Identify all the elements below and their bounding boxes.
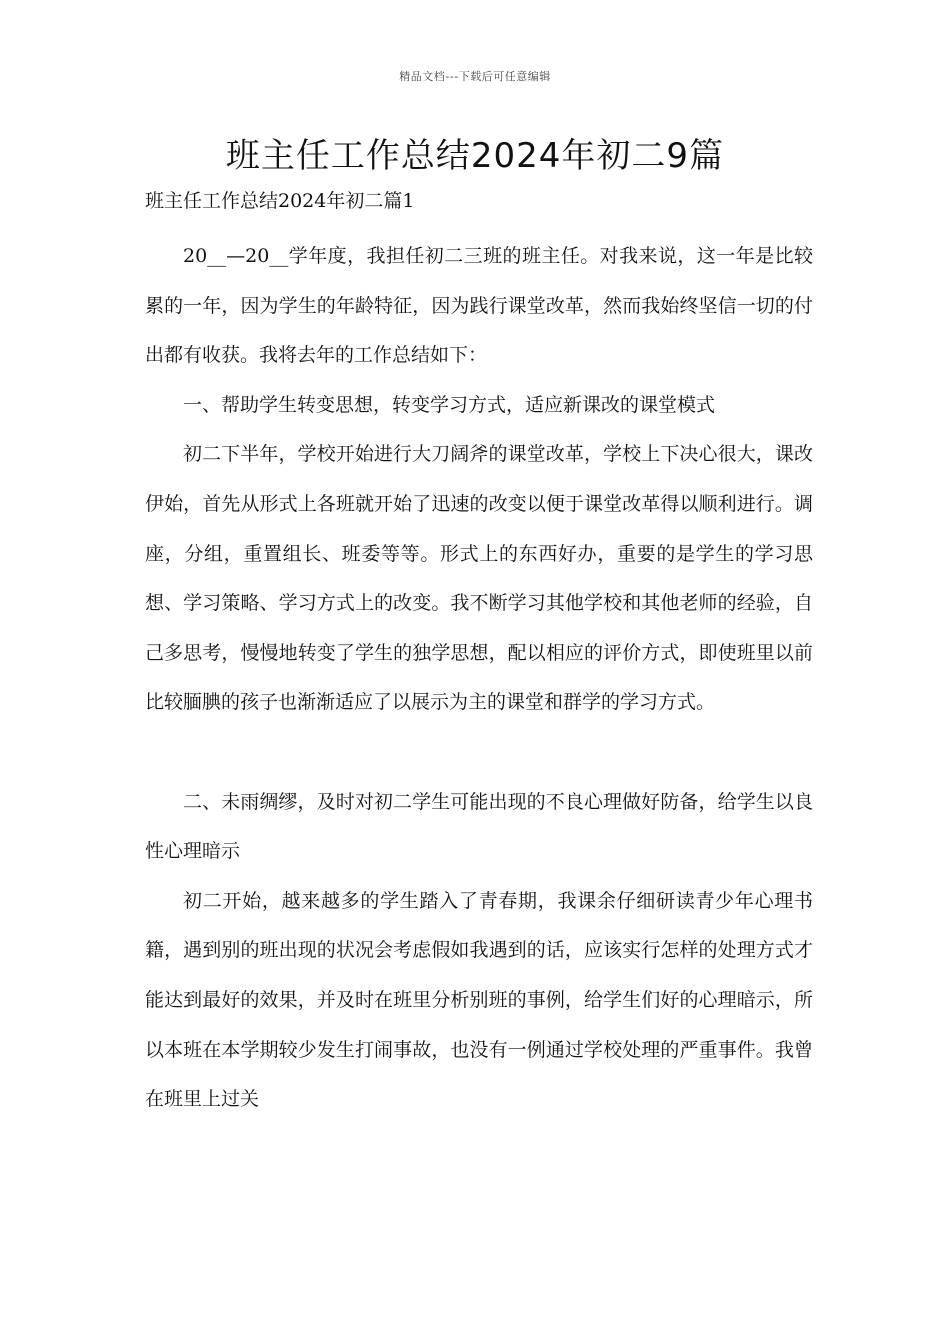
section-label: 班主任工作总结2024年初二篇1 [145, 190, 415, 212]
paragraph-intro: 20__—20__学年度，我担任初二三班的班主任。对我来说，这一年是比较累的一年，因为学生的年龄特征，因为践行课堂改革，然而我始终坚信一切的付出都有收获。我将去年的工作总结如下： [145, 245, 813, 367]
paragraph-body-2: 初二开始，越来越多的学生踏入了青春期，我课余仔细研读青少年心理书籍，遇到别的班出现的状况会考虑假如我遇到的话，应该实行怎样的处理方式才能达到最好的效果，并及时在班里分析别班的事例，给学生们好的心理暗示，所以本班在本学期较少发生打闹事故，也没有一例通过学校处理的严重事件。我曾在班里上过关 [145, 889, 813, 1111]
document-title: 班主任工作总结2024年初二9篇 [225, 136, 725, 176]
paragraph-heading-2: 二、未雨绸缪，及时对初二学生可能出现的不良心理做好防备，给学生以良性心理暗示 [145, 790, 813, 863]
paragraph-body-1: 初二下半年，学校开始进行大刀阔斧的课堂改革，学校上下决心很大，课改伊始，首先从形式上各班就开始了迅速的改变以便于课堂改革得以顺利进行。调座，分组，重置组长、班委等等。形式上的东西好办，重要的是学生的学习思想、学习策略、学习方式上的改变。我不断学习其他学校和其他老师的经验，自己多思考，慢慢地转变了学生的独学思想，配以相应的评价方式，即使班里以前比较腼腆的孩子也渐渐适应了以展示为主的课堂和群学的学习方式。 [145, 443, 813, 714]
header-note: 精品文档---下载后可任意编辑 [399, 70, 551, 83]
paragraph-heading-1: 一、帮助学生转变思想，转变学习方式，适应新课改的课堂模式 [183, 393, 716, 416]
document-body [145, 232, 813, 1125]
